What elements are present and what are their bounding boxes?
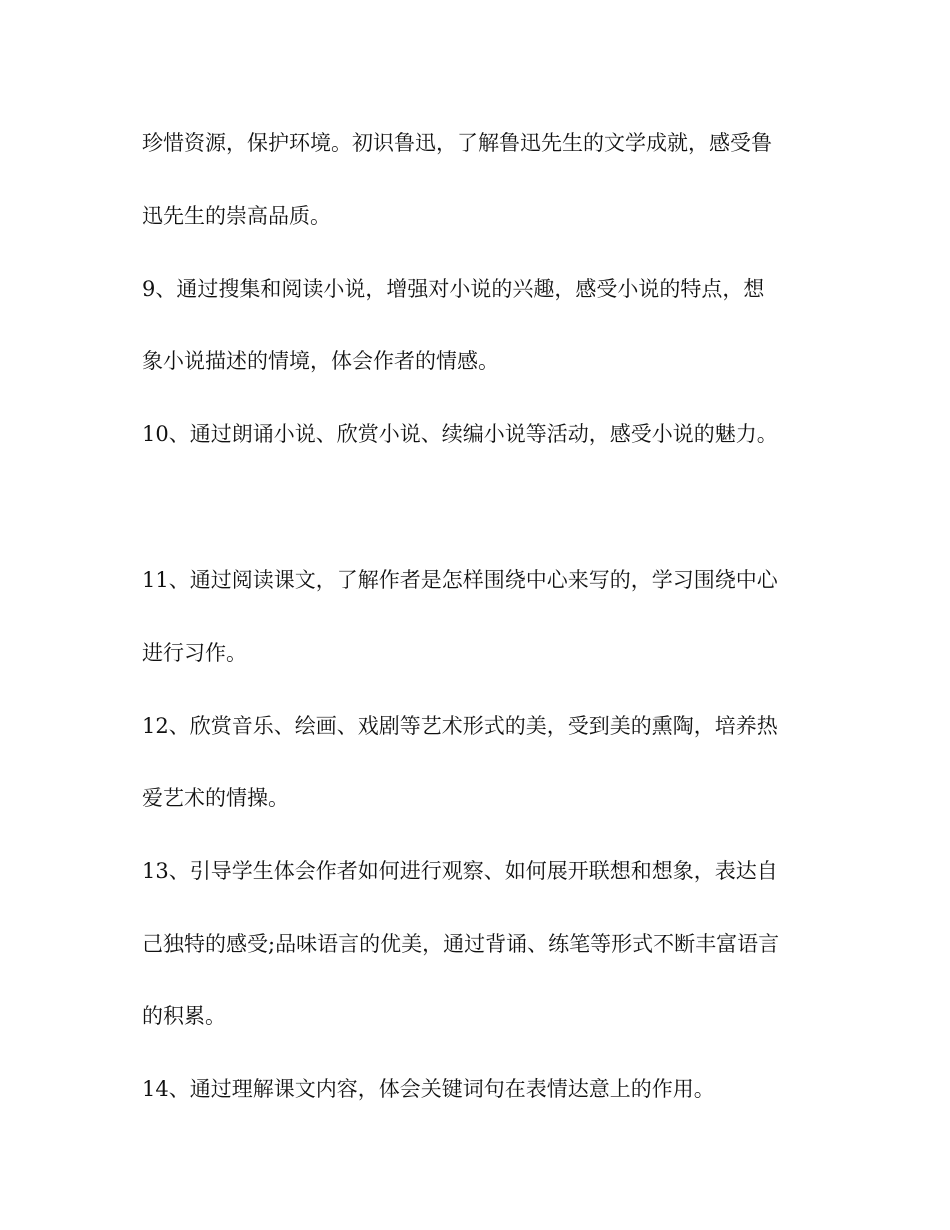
text-line: 的积累。 — [142, 1004, 226, 1028]
text-line: 象小说描述的情境，体会作者的情感。 — [142, 349, 499, 373]
text-line: 9、通过搜集和阅读小说，增强对小说的兴趣，感受小说的特点，想 — [142, 277, 765, 301]
text-line: 珍惜资源，保护环境。初识鲁迅，了解鲁迅先生的文学成就，感受鲁 — [142, 131, 772, 155]
text-line: 12、欣赏音乐、绘画、戏剧等艺术形式的美，受到美的熏陶，培养热 — [142, 714, 778, 738]
text-line: 爱艺术的情操。 — [142, 786, 289, 810]
text-line: 13、引导学生体会作者如何进行观察、如何展开联想和想象，表达自 — [142, 859, 778, 883]
text-line: 进行习作。 — [142, 641, 247, 665]
text-line: 己独特的感受;品味语言的优美，通过背诵、练笔等形式不断丰富语言 — [142, 932, 780, 956]
text-line: 14、通过理解课文内容，体会关键词句在表情达意上的作用。 — [142, 1077, 715, 1101]
text-line: 迅先生的崇高品质。 — [142, 204, 331, 228]
text-line: 10、通过朗诵小说、欣赏小说、续编小说等活动，感受小说的魅力。 — [142, 422, 778, 446]
text-line: 11、通过阅读课文，了解作者是怎样围绕中心来写的，学习围绕中心 — [142, 568, 778, 592]
